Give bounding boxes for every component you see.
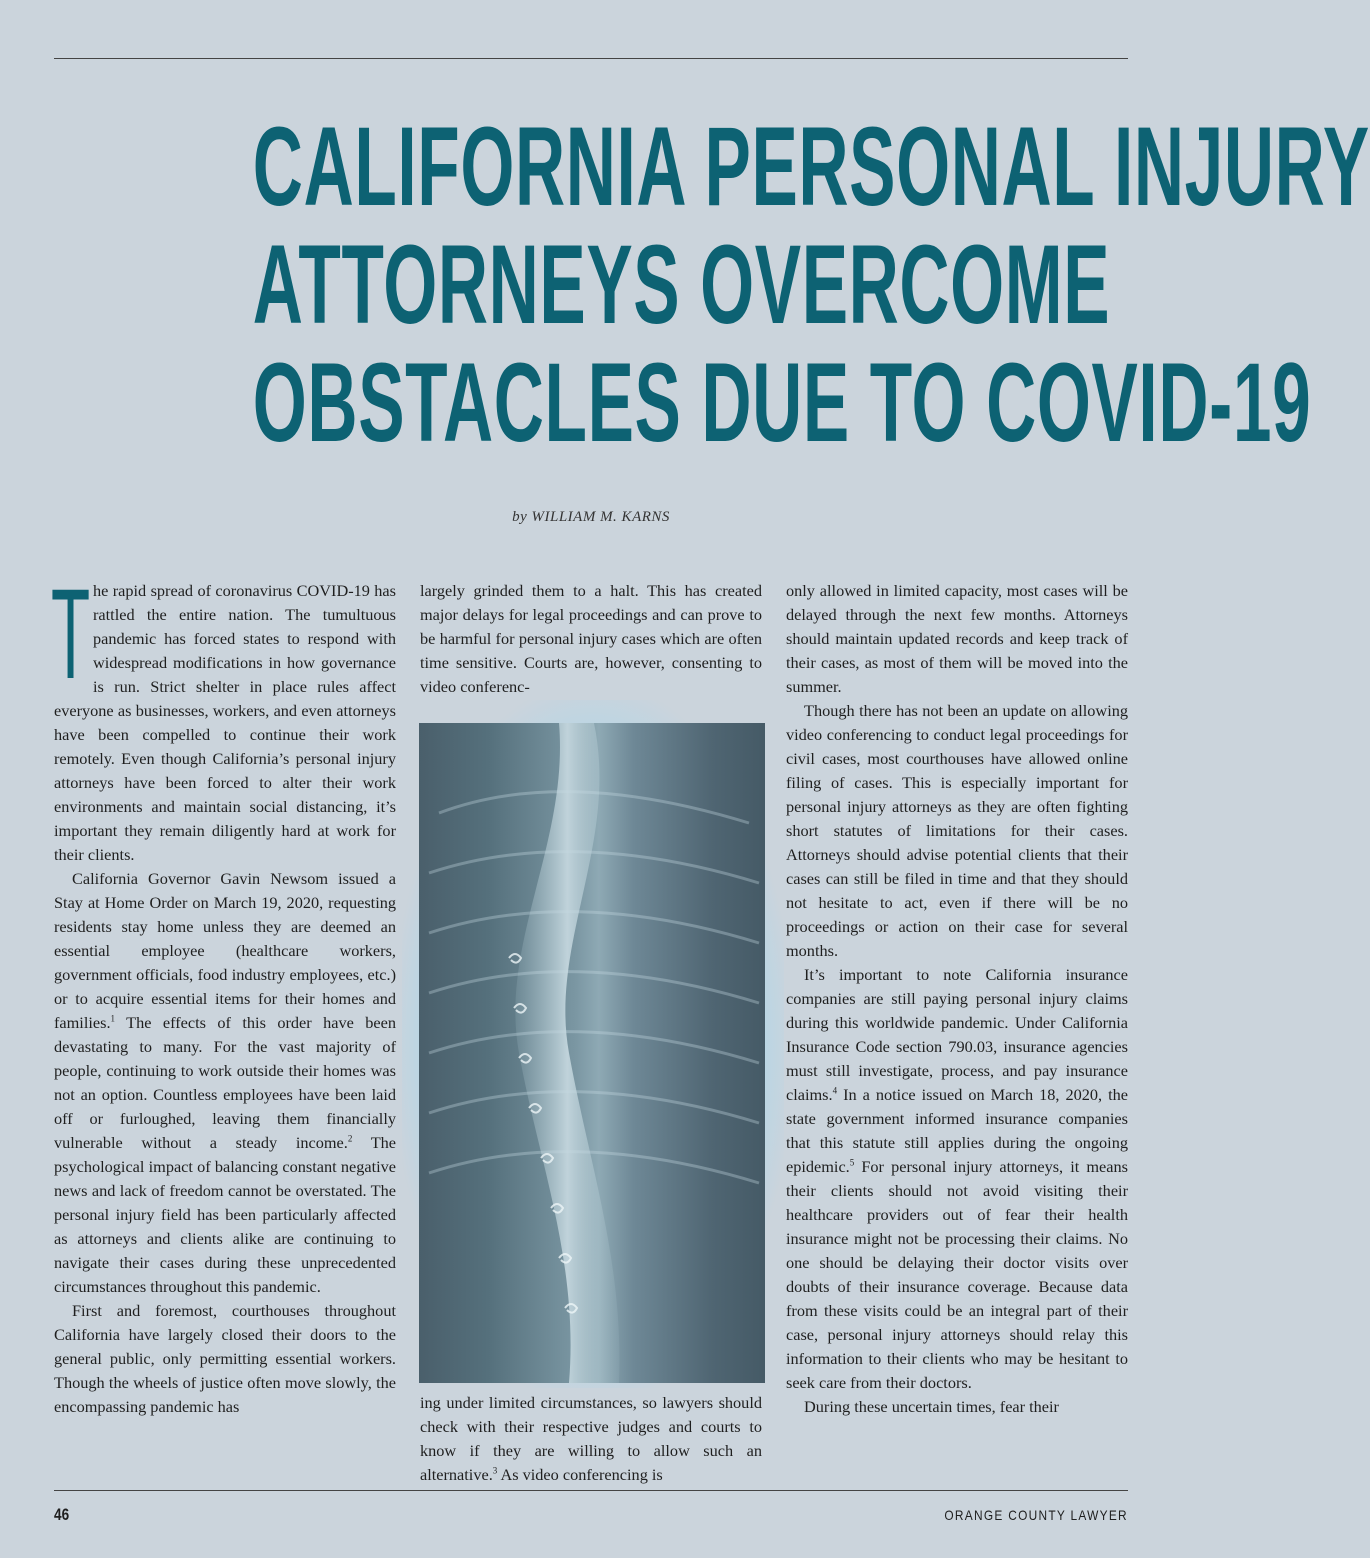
- publication-name: ORANGE COUNTY LAWYER: [944, 1507, 1128, 1523]
- spine-xray-graphic: [419, 723, 765, 1383]
- paragraph: [786, 699, 1128, 963]
- paragraph-text: As video conferencing is: [497, 1465, 663, 1484]
- title-line-2: ATTORNEYS OVERCOME: [252, 222, 1111, 347]
- paragraph-text: It’s important to note California insurance companies are still paying personal injury claims during this worldwide pandemic. Under California Insurance Code section 790.03, insurance agencies must still investigate, process, and pay insurance claims.: [786, 965, 1128, 1104]
- bottom-rule: [54, 1490, 1128, 1491]
- paragraph-text: largely grinded them to a halt. This has created major delays for legal proceedings and can prove to be harmful for personal injury cases which are often time sensitive. Courts are, however, consenting to video conferenc-: [420, 581, 762, 696]
- paragraph-text: Though there has not been an update on allowing video conferencing to conduct legal proceedings for civil cases, most courthouses have allowed online filing of cases. This is especially important for personal injury attorneys as they are often fighting short statutes of limitations for their cases. Attorneys should advise potential clients that their cases can still be filed in time and that they should not hesitate to act, even if there will be no proceedings or action on their case for several months.: [786, 701, 1128, 960]
- column-1: [51, 563, 397, 1489]
- paragraph: [51, 563, 396, 867]
- paragraph: [786, 963, 1128, 1395]
- paragraph: [786, 579, 1128, 699]
- footnote-ref: 5: [849, 1157, 855, 1168]
- byline: by WILLIAM M. KARNS: [512, 509, 670, 525]
- paragraph: [420, 579, 762, 699]
- paragraph-text: For personal injury attorneys, it means their clients should not avoid visiting their healthcare providers out of fear their health insurance might not be processing their claims. No one should be delaying their doctor visits over doubts of their insurance coverage. Because data from these visits could be an integral part of their case, personal injury attorneys should relay this information to their clients who may be hesitant to seek care from their doctors.: [786, 1157, 1128, 1392]
- paragraph-text: ing under limited circumstances, so lawyers should check with their respective judges and courts to know if they are willing to allow such an alternative.: [420, 1393, 762, 1484]
- footnote-ref: 4: [832, 1085, 838, 1096]
- paragraph-text: California Governor Gavin Newsom issued a Stay at Home Order on March 19, 2020, requesting residents stay home unless they are deemed an essential employee (healthcare workers, government officials, food industry employees, etc.) or to acquire essential items for their homes and families.: [54, 869, 396, 1032]
- footnote-ref: 1: [110, 1013, 116, 1024]
- paragraph-text: During these uncertain times, fear their: [804, 1397, 1059, 1416]
- paragraph: [54, 1299, 396, 1419]
- spine-xray-image: [419, 723, 765, 1383]
- paragraph-text: The effects of this order have been devastating to many. For the vast majority of people, continuing to work outside their homes was not an option. Countless employees have been laid off or furloughed, leaving them financially vulnerable without a steady income.: [54, 1013, 396, 1152]
- paragraph-text: First and foremost, courthouses throughout California have largely closed their doors to the general public, only permitting essential workers. Though the wheels of justice often move slowly, the encompassing pandemic has: [54, 1301, 396, 1416]
- paragraph-text: The psychological impact of balancing constant negative news and lack of freedom cannot be overstated. The personal injury field has been particularly affected as attorneys and clients alike are continuing to navigate their cases during these unprecedented circumstances throughout this pandemic.: [54, 1133, 397, 1296]
- drop-cap: T: [51, 563, 91, 706]
- title-line-1: CALIFORNIA PERSONAL INJURY: [252, 104, 1370, 229]
- footnote-ref: 3: [492, 1465, 498, 1476]
- paragraph-text: only allowed in limited capacity, most cases will be delayed through the next few months. Attorneys should maintain updated records and keep track of their cases, as most of them will be moved into the summer.: [786, 581, 1128, 696]
- top-rule: [54, 58, 1128, 59]
- paragraph: [54, 867, 396, 1299]
- paragraph-text: In a notice issued on March 18, 2020, the state government informed insurance companies that this statute still applies during the ongoing epidemic.: [786, 1085, 1128, 1176]
- article-title: [252, 104, 1370, 465]
- column-2-bottom: [420, 1391, 762, 1487]
- paragraph: [420, 1391, 762, 1487]
- paragraph-text: he rapid spread of coronavirus COVID-19 has rattled the entire nation. The tumultuous pandemic has forced states to respond with widespread modifications in how governance is run. Strict shelter in place rules affect everyone as businesses, workers, and even attorneys have been compelled to continue their work remotely. Even though California’s personal injury attorneys have been forced to alter their work environments and maintain social distancing, it’s important they remain diligently hard at work for their clients.: [54, 581, 396, 864]
- column-2-top: [420, 579, 762, 699]
- title-line-3: OBSTACLES DUE TO COVID-19: [252, 340, 1312, 465]
- column-3: [786, 579, 1128, 1489]
- footnote-ref: 2: [347, 1133, 353, 1144]
- page-number: 46: [54, 1505, 70, 1524]
- paragraph: [786, 1395, 1128, 1419]
